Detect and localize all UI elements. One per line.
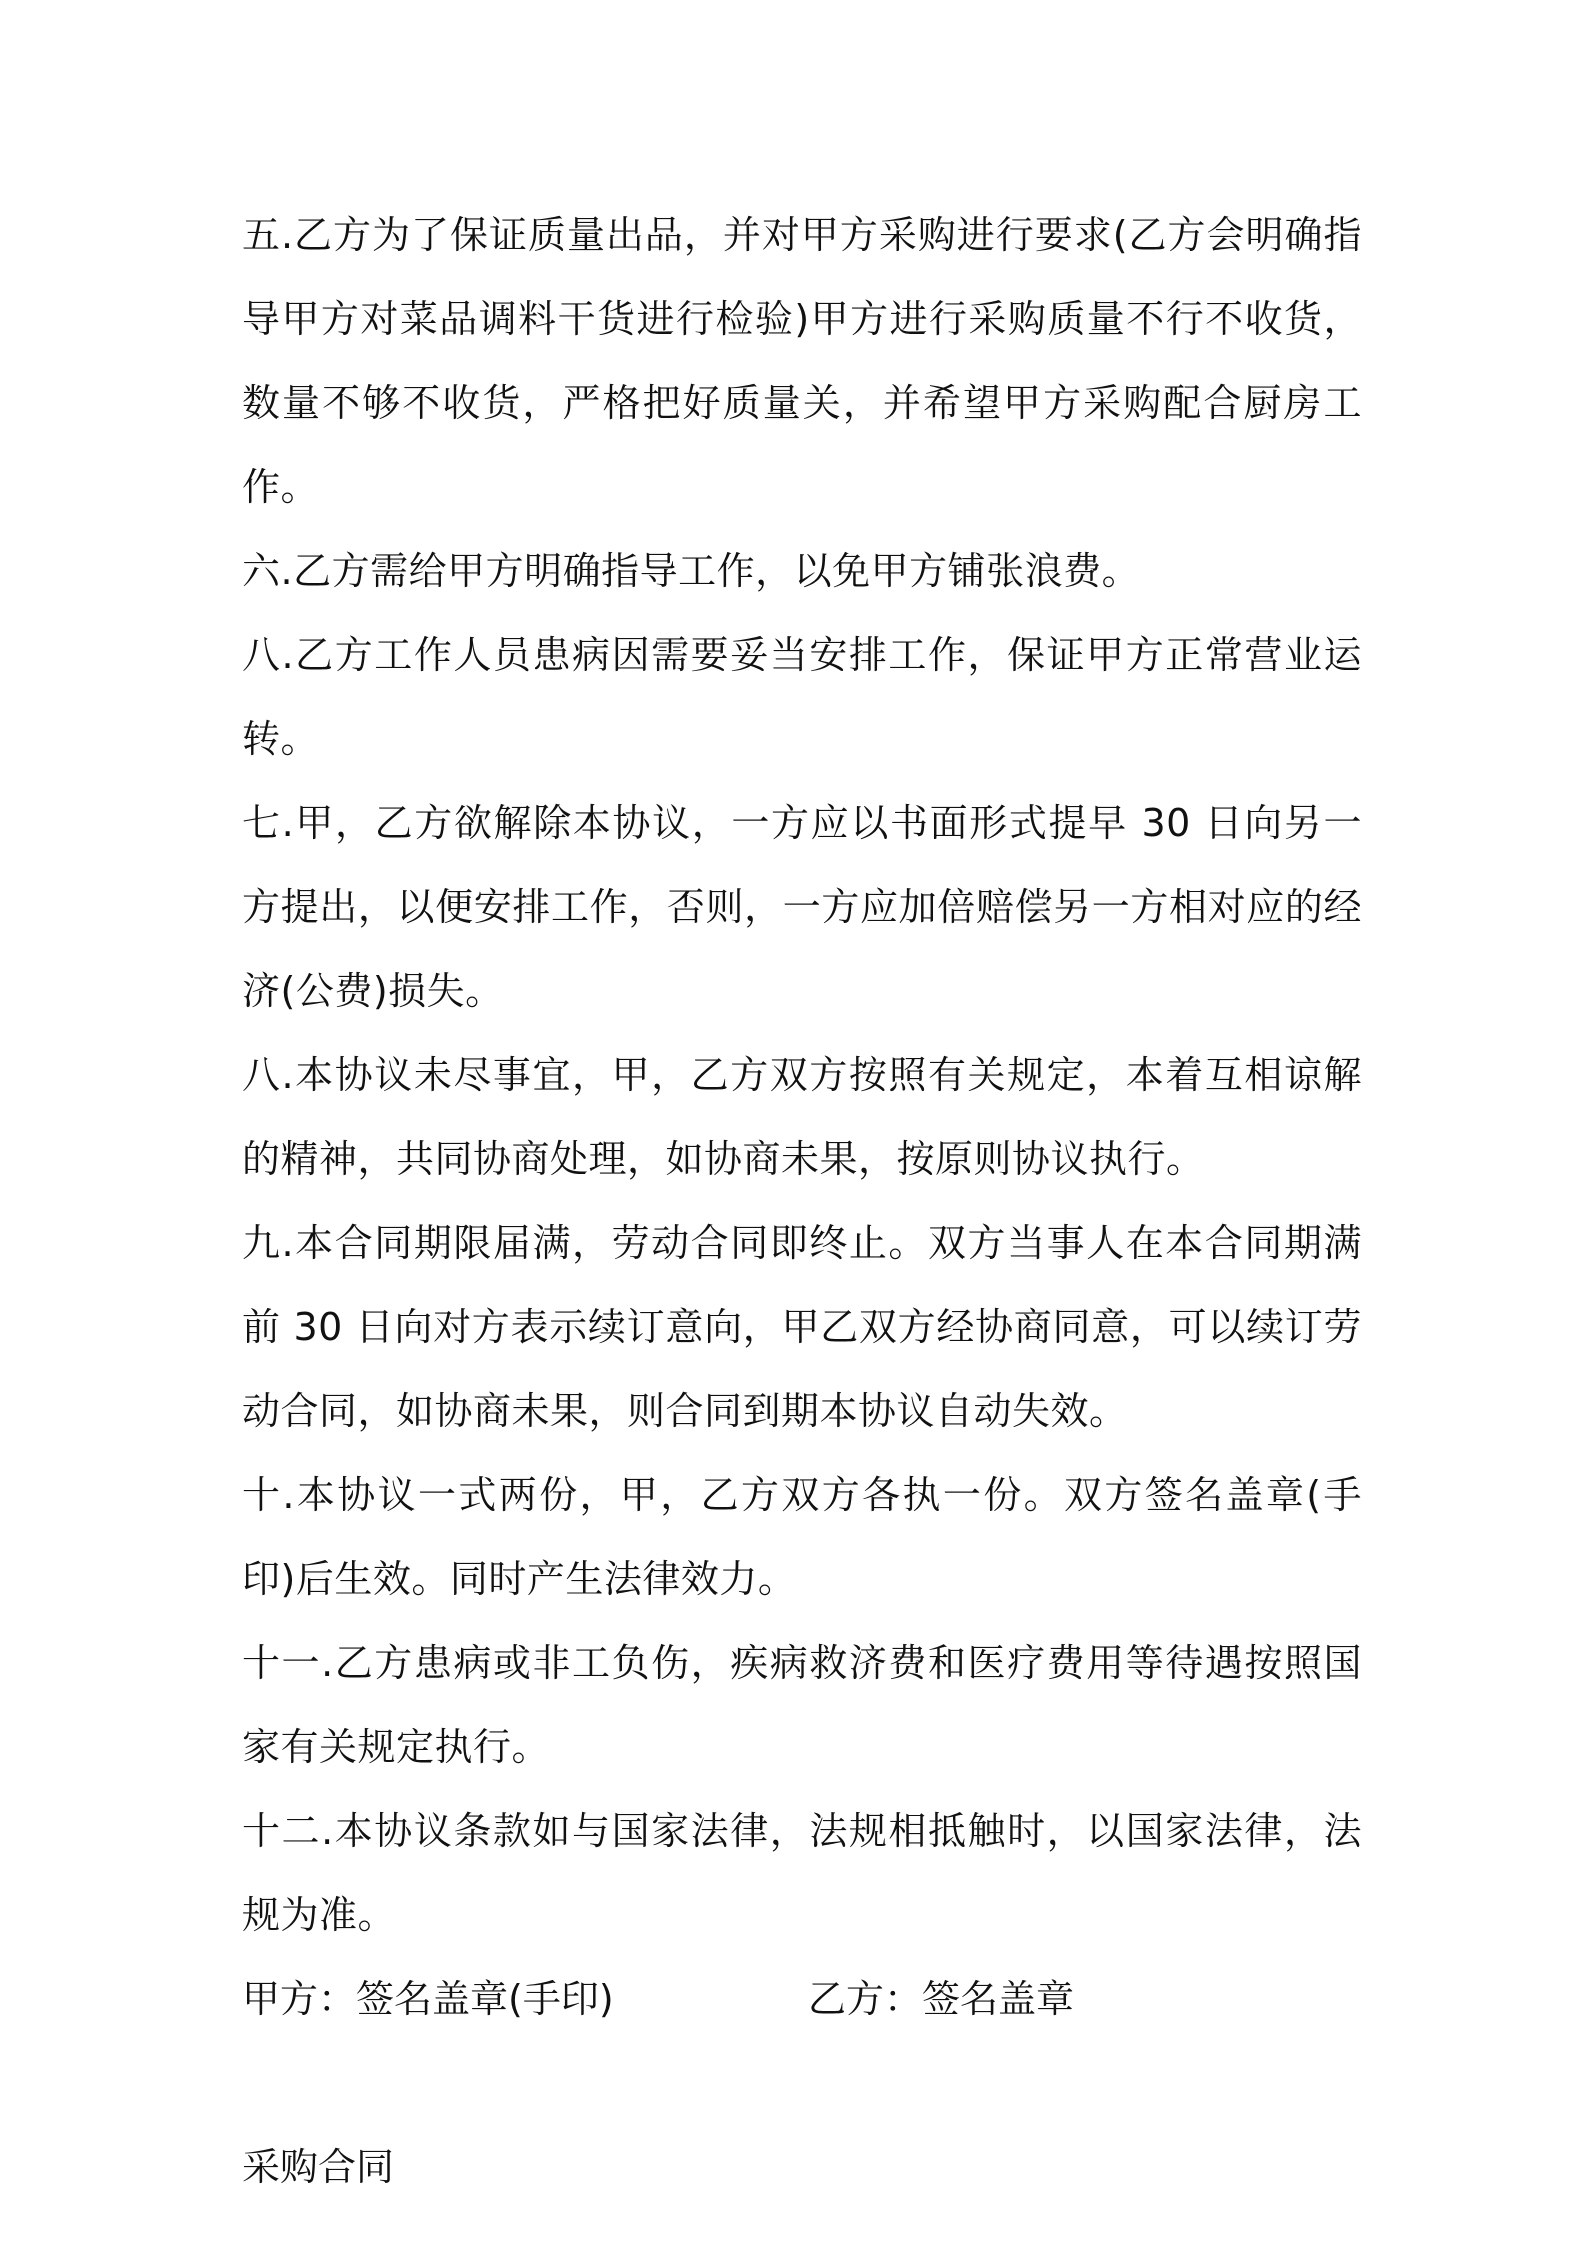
clause-12: 十二.本协议条款如与国家法律，法规相抵触时，以国家法律，法规为准。 <box>242 1809 1362 1937</box>
document-footer-title: 采购合同 <box>242 2145 395 2189</box>
clause-8a: 八.乙方工作人员患病因需要妥当安排工作，保证甲方正常营业运转。 <box>242 633 1362 761</box>
clause-10: 十.本协议一式两份，甲，乙方双方各执一份。双方签名盖章(手印)后生效。同时产生法律效力。 <box>242 1473 1362 1601</box>
clause-11: 十一.乙方患病或非工负伤，疾病救济费和医疗费用等待遇按照国家有关规定执行。 <box>242 1641 1362 1769</box>
clause-9: 九.本合同期限届满，劳动合同即终止。双方当事人在本合同期满前 30 日向对方表示续订意向，甲乙双方经协商同意，可以续订劳动合同，如协商未果，则合同到期本协议自动失效。 <box>242 1221 1362 1433</box>
clause-8b: 八.本协议未尽事宜，甲，乙方双方按照有关规定，本着互相谅解的精神，共同协商处理，如协商未果，按原则协议执行。 <box>242 1053 1362 1181</box>
signature-row <box>242 1957 1362 2041</box>
party-b-signature: 乙方：签名盖章 <box>808 1977 1075 2021</box>
document-body <box>242 193 1362 2209</box>
party-a-signature: 甲方：签名盖章(手印) <box>242 1977 614 2021</box>
clause-6: 六.乙方需给甲方明确指导工作，以免甲方铺张浪费。 <box>242 549 1141 593</box>
clause-7: 七.甲，乙方欲解除本协议，一方应以书面形式提早 30 日向另一方提出，以便安排工作，否则，一方应加倍赔偿另一方相对应的经济(公费)损失。 <box>242 801 1362 1013</box>
clause-5: 五.乙方为了保证质量出品，并对甲方采购进行要求(乙方会明确指导甲方对菜品调料干货进行检验)甲方进行采购质量不行不收货，数量不够不收货，严格把好质量关，并希望甲方采购配合厨房工作。 <box>242 213 1362 509</box>
